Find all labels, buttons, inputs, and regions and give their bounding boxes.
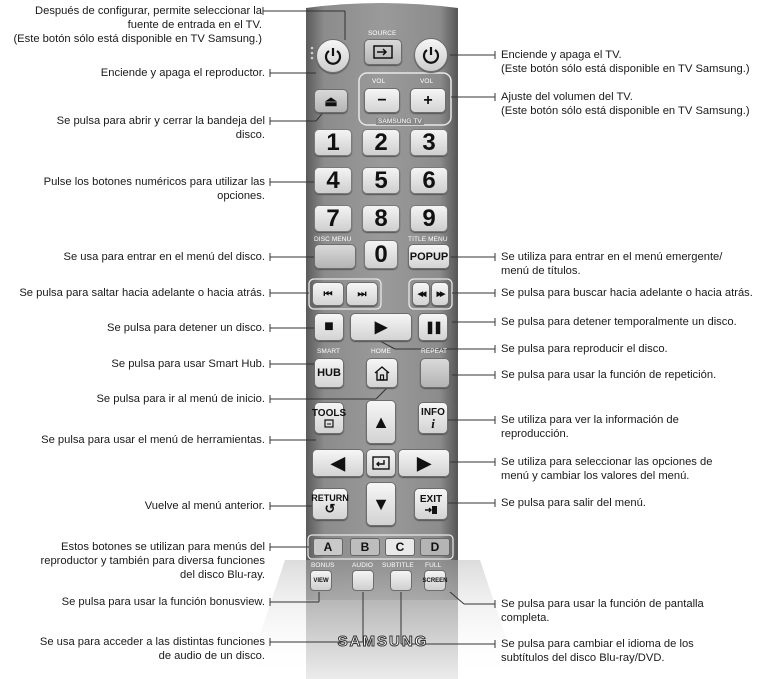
stop-icon: ■	[324, 318, 334, 335]
tools-button[interactable]	[311, 402, 347, 434]
source-icon	[373, 45, 393, 59]
up-arrow-button[interactable]	[366, 400, 396, 444]
samsung-logo: SAMSUNG	[337, 633, 429, 650]
number-9-button[interactable]: 9	[410, 205, 448, 232]
disc-menu-button[interactable]	[314, 244, 356, 269]
callout-pause: Se pulsa para detener temporalmente un disco.	[501, 316, 737, 328]
callout-player-power: Enciende y apaga el reproductor.	[100, 67, 265, 79]
vol-right-label: VOL	[420, 78, 434, 85]
right-arrow-button[interactable]	[398, 449, 450, 477]
fast-forward-button[interactable]	[431, 282, 449, 306]
source-button[interactable]	[364, 39, 402, 65]
eject-icon: ⏏	[324, 92, 338, 109]
skip-back-icon: ⏮	[323, 288, 333, 300]
down-arrow-icon: ▼	[372, 493, 390, 514]
callout-home: Se pulsa para ir al menú de inicio.	[96, 393, 265, 405]
full-label: FULL	[425, 562, 442, 569]
info-text: INFO	[421, 406, 445, 418]
callout-navigation: Se utiliza para seleccionar las opciones de menú y cambiar los valores del menú.	[501, 456, 713, 482]
callout-subtitle: Se pulsa para cambiar el idioma de los subtítulos del disco Blu-ray/DVD.	[501, 638, 694, 664]
return-text: RETURN	[311, 493, 349, 503]
skip-back-button[interactable]	[312, 282, 344, 306]
number-6-button[interactable]: 6	[410, 167, 448, 194]
audio-label: AUDIO	[352, 562, 374, 569]
callout-repeat: Se pulsa para usar la función de repetición.	[501, 369, 717, 381]
callout-search: Se pulsa para buscar hacia adelante o hacia atrás.	[501, 287, 753, 299]
popup-text: POPUP	[409, 250, 449, 263]
return-button[interactable]	[312, 488, 348, 520]
callout-numbers: Pulse los botones numéricos para utilizar las opciones.	[43, 176, 265, 202]
eject-button[interactable]	[314, 89, 348, 113]
color-key-c-button[interactable]: C	[385, 538, 415, 556]
tools-icon	[324, 419, 334, 428]
number-0-button[interactable]: 0	[364, 240, 398, 269]
disc-menu-label: DISC MENU	[314, 236, 352, 243]
play-button[interactable]	[350, 313, 412, 341]
callout-bonusview: Se pulsa para usar la función bonusview.	[61, 596, 265, 608]
hub-text: HUB	[317, 367, 341, 379]
number-4-button[interactable]: 4	[314, 167, 352, 194]
callout-tv-power: Enciende y apaga el TV. (Este botón sólo está disponible en TV Samsung.)	[501, 49, 750, 75]
left-arrow-button[interactable]	[312, 449, 364, 477]
callout-source: Después de configurar, permite seleccionar la fuente de entrada en el TV. (Este botón sólo está disponible en TV Samsung.)	[13, 5, 262, 45]
repeat-button[interactable]	[420, 358, 450, 388]
return-icon: ↺	[324, 501, 336, 516]
exit-button[interactable]	[414, 488, 448, 520]
callout-eject: Se pulsa para abrir y cerrar la bandeja del disco.	[56, 115, 265, 141]
home-icon	[373, 365, 391, 381]
info-button[interactable]	[418, 402, 448, 434]
callout-smart-hub: Se pulsa para usar Smart Hub.	[111, 358, 265, 370]
callout-play: Se pulsa para reproducir el disco.	[501, 343, 668, 355]
play-icon: ▶	[374, 319, 388, 336]
samsung-tv-label: SAMSUNG TV	[378, 118, 422, 125]
number-1-button[interactable]: 1	[314, 129, 352, 156]
bonusview-button[interactable]	[310, 570, 332, 591]
enter-button[interactable]	[366, 449, 396, 477]
screen-text: SCREEN	[422, 577, 448, 584]
callout-color-keys: Estos botones se utilizan para menús del reproductor y también para diversa funciones del disco Blu-ray.	[40, 541, 265, 581]
volume-plus-text: +	[423, 91, 433, 109]
volume-down-button[interactable]	[364, 88, 400, 113]
number-7-button[interactable]: 7	[314, 205, 352, 232]
callout-stop: Se pulsa para detener un disco.	[107, 322, 265, 334]
skip-forward-icon: ⏭	[357, 288, 367, 300]
tv-power-button[interactable]	[414, 38, 448, 72]
callout-skip: Se pulsa para saltar hacia adelante o hacia atrás.	[19, 287, 265, 299]
smart-hub-button[interactable]	[314, 358, 344, 388]
full-screen-button[interactable]	[424, 570, 446, 591]
subtitle-label: SUBTITLE	[382, 562, 414, 569]
callout-return: Vuelve al menú anterior.	[144, 500, 265, 512]
down-arrow-button[interactable]	[366, 482, 396, 526]
number-3-button[interactable]: 3	[410, 129, 448, 156]
subtitle-button[interactable]	[390, 570, 412, 591]
home-label: HOME	[371, 348, 391, 355]
callout-popup: Se utiliza para entrar en el menú emergente/ menú de títulos.	[501, 251, 723, 277]
left-arrow-icon: ◀	[331, 452, 345, 473]
right-arrow-icon: ▶	[417, 452, 431, 473]
home-button[interactable]	[366, 358, 398, 388]
color-key-a-button[interactable]: A	[313, 538, 343, 556]
exit-text: EXIT	[419, 493, 443, 505]
info-i-icon: i	[431, 415, 435, 431]
bonus-label: BONUS	[311, 562, 335, 569]
enter-icon	[372, 456, 390, 470]
source-label: SOURCE	[368, 30, 397, 37]
view-text: VIEW	[313, 577, 329, 584]
tv-power-icon	[421, 45, 441, 65]
callout-exit: Se pulsa para salir del menú.	[501, 497, 646, 509]
fast-forward-icon: ▶▶	[436, 291, 444, 298]
pause-button[interactable]	[418, 313, 448, 341]
callout-full-screen: Se pulsa para usar la función de pantalla completa.	[501, 598, 704, 624]
volume-minus-text: −	[377, 91, 387, 109]
number-2-button[interactable]: 2	[362, 129, 400, 156]
callout-info: Se utiliza para ver la información de reproducción.	[501, 414, 679, 440]
rewind-button[interactable]	[412, 282, 430, 306]
rewind-icon: ◀◀	[417, 291, 425, 298]
exit-icon	[424, 505, 438, 515]
volume-up-button[interactable]	[410, 88, 446, 113]
vol-left-label: VOL	[372, 78, 386, 85]
pause-icon: ❚❚	[424, 320, 442, 334]
popup-button[interactable]	[408, 244, 450, 269]
callout-disc-menu: Se usa para entrar en el menú del disco.	[63, 251, 265, 263]
smart-label: SMART	[317, 348, 341, 355]
callout-tv-volume: Ajuste del volumen del TV. (Este botón sólo está disponible en TV Samsung.)	[501, 91, 750, 117]
number-8-button[interactable]: 8	[362, 205, 400, 232]
color-key-b-button[interactable]: B	[350, 538, 380, 556]
audio-button[interactable]	[352, 570, 374, 591]
repeat-label: REPEAT	[421, 348, 448, 355]
stop-button[interactable]	[314, 313, 344, 341]
tools-text: TOOLS	[311, 408, 347, 419]
skip-forward-button[interactable]	[346, 282, 378, 306]
power-icon	[323, 46, 343, 66]
callout-tools: Se pulsa para usar el menú de herramientas.	[41, 434, 265, 446]
number-5-button[interactable]: 5	[362, 167, 400, 194]
player-power-button[interactable]	[316, 39, 350, 73]
callout-audio: Se usa para acceder a las distintas funciones de audio de un disco.	[39, 636, 265, 662]
up-arrow-icon: ▲	[372, 411, 390, 432]
color-key-d-button[interactable]: D	[420, 538, 450, 556]
title-menu-label: TITLE MENU	[408, 236, 448, 243]
